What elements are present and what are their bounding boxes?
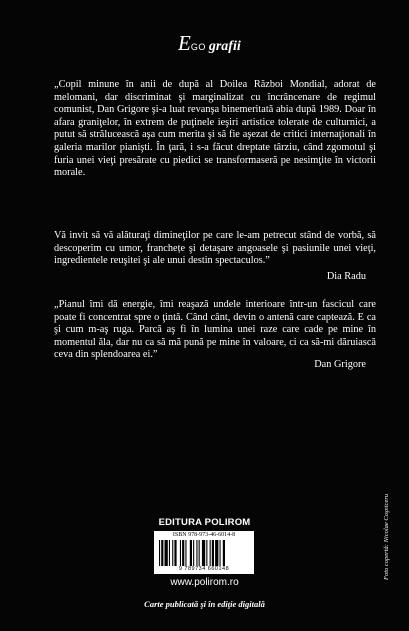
barcode-bar	[190, 540, 192, 566]
publisher-name: EDITURA POLIROM	[158, 517, 251, 528]
barcode-bar	[202, 540, 205, 566]
barcode-bar	[193, 540, 194, 566]
blurb-paragraph-1: „Copil minune în anii de după al Doilea Război Mondial, adorat de melomani, dar discriminat şi marginalizat cu încrâncenare de regimul comunist, Dan Grigore şi-a luat revanşa binemeritată abia după 1989. Doar în afara graniţelor, în extrem de puţinele ieşiri artistice tolerate de culturnici, a putut să strălucească aşa cum merita şi să fie aşezat de critici internaţionali în galeria marilor pianişti. În ţară, i s-a făcut dreptate târziu, când zgomotul şi furia unei vieţi presărate cu piedici se transformaseră pe nesimţite în victorii morale.	[54, 79, 376, 179]
blurb-paragraph-2: Vă invit să vă alăturaţi dimineţilor pe care le-am petrecut stând de vorbă, să descoperim cu umor, franchețe şi detaşare angoasele şi pasiunile unei vieţi, ingredientele reuşitei şi ale unui destin spectaculos.”	[54, 230, 376, 267]
logo-letters-go: GO	[190, 42, 206, 52]
barcode-bar	[206, 540, 207, 566]
barcode-bar	[159, 540, 160, 566]
barcode-bar	[182, 540, 184, 566]
barcode-bar	[210, 540, 211, 566]
pianist-quote: „Pianul îmi dă energie, îmi reaşază undele interioare într-un fascicul care poate fi concentrat spre o ţintă. Când cânt, devin o antenă care captează. E ca şi cum m-aş ruga. Parcă aş fi în lumina unei raze care cade pe mine în momentul ăla, dar nu ca să mă pună pe mine în valoare, ci ca să-mi dăruiască ceva din splendoarea ei.”	[54, 299, 376, 361]
barcode-bar	[161, 540, 163, 566]
barcode-bars	[159, 540, 249, 566]
barcode-bar	[220, 540, 221, 566]
barcode-bar	[169, 540, 170, 566]
barcode-bar	[180, 540, 181, 566]
barcode-bar	[212, 540, 214, 566]
barcode-bar	[215, 540, 218, 566]
barcode-bar	[165, 540, 168, 566]
quote-author: Dan Grigore	[314, 359, 366, 370]
barcode-bar	[223, 540, 225, 566]
digital-edition-note: Carte publicată şi în ediţie digitală	[144, 599, 265, 609]
logo-letter-e: E	[178, 31, 191, 55]
barcode-bar	[172, 540, 173, 566]
photo-credit-text: Foto copertă: Nicolae Coşniceru	[383, 493, 390, 580]
isbn-barcode	[154, 531, 254, 574]
barcode-number: 9 789734 660148	[178, 566, 230, 572]
barcode-bar	[196, 540, 197, 566]
isbn-label: ISBN 978-973-46-6014-8	[172, 532, 236, 538]
blurb-author: Dia Radu	[326, 271, 366, 282]
barcode-bar	[174, 540, 176, 566]
barcode-bar	[199, 540, 200, 566]
logo-word-grafii: grafii	[208, 39, 241, 54]
series-logo-ego-grafii	[178, 31, 241, 53]
barcode-bar	[185, 540, 186, 566]
publisher-website: www.polirom.ro	[170, 577, 239, 588]
